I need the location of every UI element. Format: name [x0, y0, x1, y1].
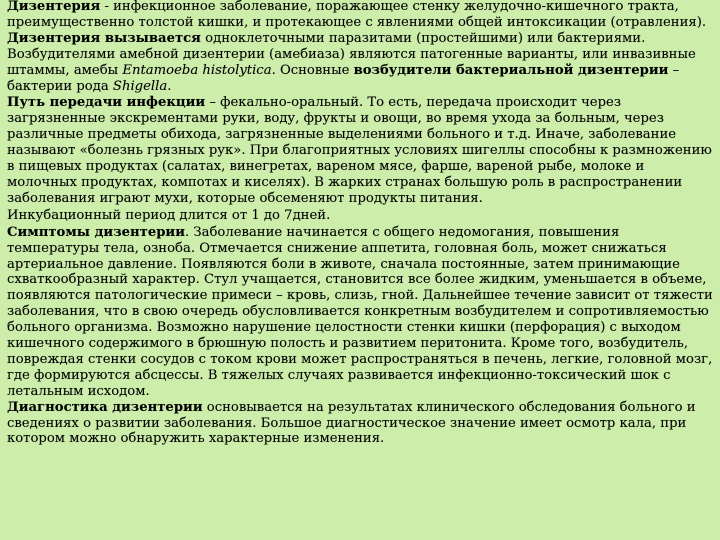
- term-cause: Дизентерия вызывается: [7, 30, 201, 46]
- paragraph-transmission: [7, 95, 713, 206]
- paragraph-symptoms: [7, 225, 713, 400]
- species-shigella: Shigella: [112, 78, 168, 94]
- paragraph-diagnostics: [7, 400, 713, 448]
- term-transmission: Путь передачи инфекции: [7, 95, 206, 111]
- paragraph-incubation: Инкубационный период длится от 1 до 7дней.: [7, 207, 331, 223]
- cause-text-2: . Основные: [271, 62, 354, 78]
- species-entamoeba: Entamoeba histolytica: [122, 62, 272, 78]
- definition-text: - инфекционное заболевание, поражающее стенку желудочно-кишечного тракта, преимущественно толстой кишки, и протекающее с явлениями общей интоксикации (отравления).: [7, 0, 707, 30]
- symptoms-text: . Заболевание начинается с общего недомогания, повышения температуры тела, озноба. Отмечается снижение аппетита, головная боль, может снижаться артериальное давление. Появляются боли в животе, сначала постоянные, затем принимающие схваткообразный характер. Стул учащается, становится все более жидким, уменьшается в объеме, появляются патологические примеси – кровь, слизь, гной. Дальнейшее течение зависит от тяжести заболевания, что в свою очередь обусловливается конкретным возбудителем и сопротивляемостью больного организма. Возможно нарушение целостности стенки кишки (перфорация) с выходом кишечного содержимого в брюшную полость и развитием перитонита. Кроме того, возбудитель, повреждая стенки сосудов с током крови может распространяться в печень, легкие, головной мозг, где формируются абсцессы. В тяжелых случаях развивается инфекционно-токсический шок с летальным исходом.: [7, 224, 713, 399]
- cause-text-3: – бактерии рода: [7, 62, 680, 94]
- term-symptoms: Симптомы дизентерии: [7, 224, 185, 240]
- cause-text-4: .: [167, 78, 172, 94]
- diagnostics-text: основывается на результатах клинического обследования больного и сведениях о развитии заболевания. Большое диагностическое значение имеет осмотр кала, при котором можно обнаружить характерные изменения.: [7, 399, 696, 447]
- term-bacterial-pathogens: возбудители бактериальной дизентерии: [353, 62, 669, 78]
- term-diagnostics: Диагностика дизентерии: [7, 399, 203, 415]
- paragraph-cause: [7, 31, 713, 95]
- transmission-text: – фекально-оральный. То есть, передача происходит через загрязненные экскрементами руки, воду, фрукты и овощи, во время ухода за больным, через различные предметы обихода, загрязненные выделениями больного и т.д. Иначе, заболевание называют «болезнь грязных рук». При благоприятных условиях шигеллы способны к размножению в пищевых продуктах (салатах, винегретах, вареном мясе, фарше, вареной рыбе, молоке и молочных продуктах, компотах и киселях). В жарких странах большую роль в распространении заболевания играют мухи, которые обсеменяют продукты питания.: [7, 95, 712, 206]
- cause-text-1: одноклеточными паразитами (простейшими) или бактериями. Возбудителями амебной дизентерии (амебиаза) являются патогенные варианты, или инвазивные штаммы, амебы: [7, 30, 696, 78]
- term-dysentery: Дизентерия: [7, 0, 101, 14]
- document-body: [7, 0, 713, 447]
- paragraph-definition: [7, 0, 713, 31]
